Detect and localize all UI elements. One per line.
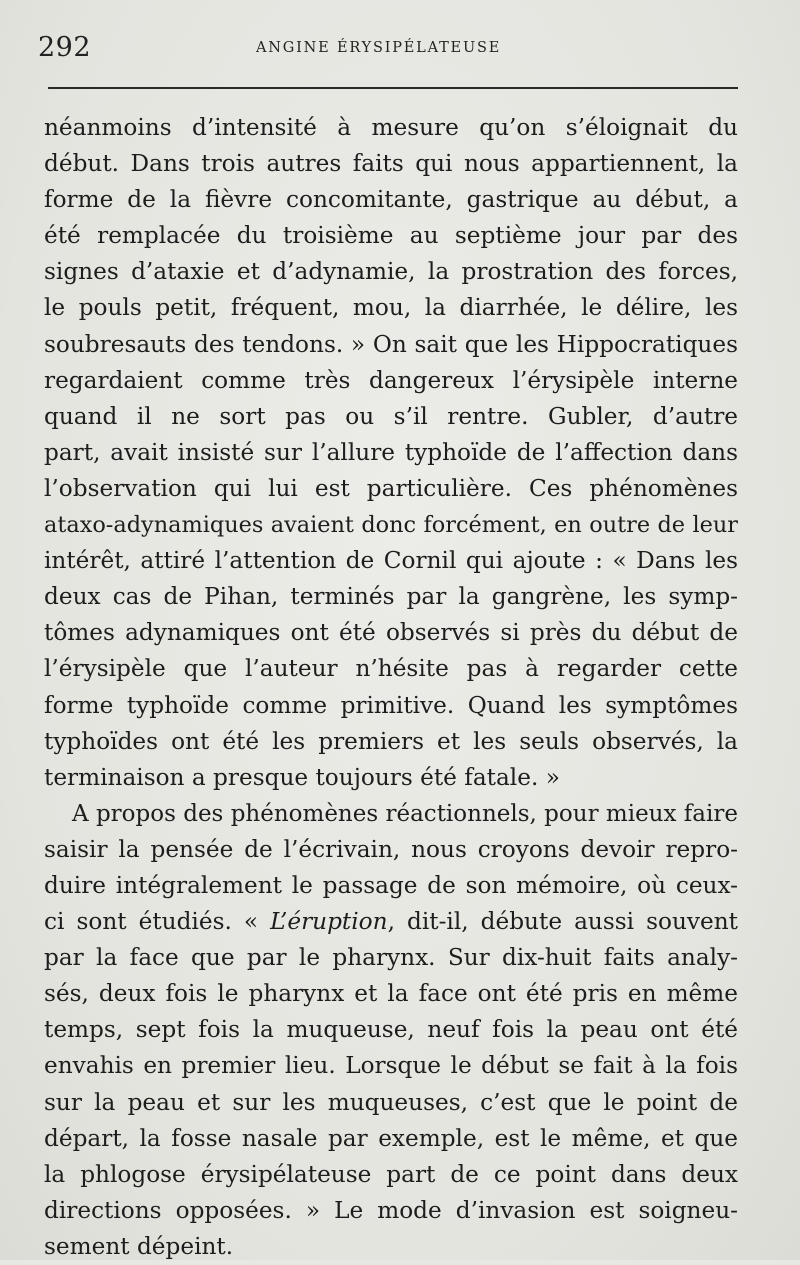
text-line: sés, deux fois le pharynx et la face ont été pris en même <box>44 980 738 1008</box>
body-text <box>44 110 738 1260</box>
text-line: typhoïdes ont été les premiers et les seuls observés, la <box>44 727 738 755</box>
text-line: signes d’ataxie et d’adynamie, la prostration des forces, <box>44 258 738 286</box>
text-line: intérêt, attiré l’attention de Cornil qui ajoute : « Dans les <box>44 547 738 575</box>
text-line: l’érysipèle que l’auteur n’hésite pas à regarder cette <box>44 655 738 683</box>
text-line: directions opposées. » Le mode d’invasion est soigneu- <box>44 1196 738 1224</box>
text-line: saisir la pensée de l’écrivain, nous croyons devoir repro- <box>44 835 738 863</box>
text-segment: ci sont étudiés. « <box>44 908 271 936</box>
text-line: ataxo-adynamiques avaient donc forcément, en outre de leur <box>44 512 738 539</box>
text-line: forme typhoïde comme primitive. Quand les symptômes <box>44 691 738 719</box>
paragraph-first-line: A propos des phénomènes réactionnels, pour mieux faire <box>72 800 738 827</box>
header-rule <box>48 87 738 89</box>
text-segment: , dit-il, débute aussi souvent <box>387 908 738 936</box>
text-line: le pouls petit, fréquent, mou, la diarrhée, le délire, les <box>44 294 738 322</box>
text-line: temps, sept fois la muqueuse, neuf fois la peau ont été <box>44 1016 738 1044</box>
text-line: deux cas de Pihan, terminés par la gangrène, les symp- <box>44 583 738 611</box>
text-line: duire intégralement le passage de son mémoire, où ceux- <box>44 871 738 899</box>
italic-term: L’éruption <box>270 908 388 936</box>
text-line: par la face que par le pharynx. Sur dix-huit faits analy- <box>44 944 738 972</box>
text-line: terminaison a presque toujours été fatale. » <box>44 763 560 791</box>
page-number: 292 <box>38 32 92 63</box>
text-line: tômes adynamiques ont été observés si près du début de <box>44 619 738 647</box>
text-line: soubresauts des tendons. » On sait que les Hippocratiques <box>44 330 738 358</box>
text-line: été remplacée du troisième au septième jour par des <box>44 222 738 250</box>
text-line: départ, la fosse nasale par exemple, est le même, et que <box>44 1124 738 1152</box>
text-line: forme de la fièvre concomitante, gastrique au début, a <box>44 186 738 214</box>
page-header <box>38 32 750 72</box>
text-line <box>44 904 738 940</box>
text-line: envahis en premier lieu. Lorsque le début se fait à la fois <box>44 1052 738 1080</box>
running-title: ANGINE ÉRYSIPÉLATEUSE <box>256 40 502 56</box>
text-line: part, avait insisté sur l’allure typhoïde de l’affection dans <box>44 438 738 466</box>
text-line: regardaient comme très dangereux l’érysipèle interne <box>44 366 738 394</box>
text-line: quand il ne sort pas ou s’il rentre. Gubler, d’autre <box>44 402 738 430</box>
text-line: début. Dans trois autres faits qui nous appartiennent, la <box>44 150 738 178</box>
text-line: la phlogose érysipélateuse part de ce point dans deux <box>44 1160 738 1188</box>
text-line: néanmoins d’intensité à mesure qu’on s’éloignait du <box>44 114 738 141</box>
text-line: sur la peau et sur les muqueuses, c’est que le point de <box>44 1088 738 1116</box>
text-line: sement dépeint. <box>44 1232 234 1260</box>
text-line: l’observation qui lui est particulière. Ces phénomènes <box>44 474 738 502</box>
